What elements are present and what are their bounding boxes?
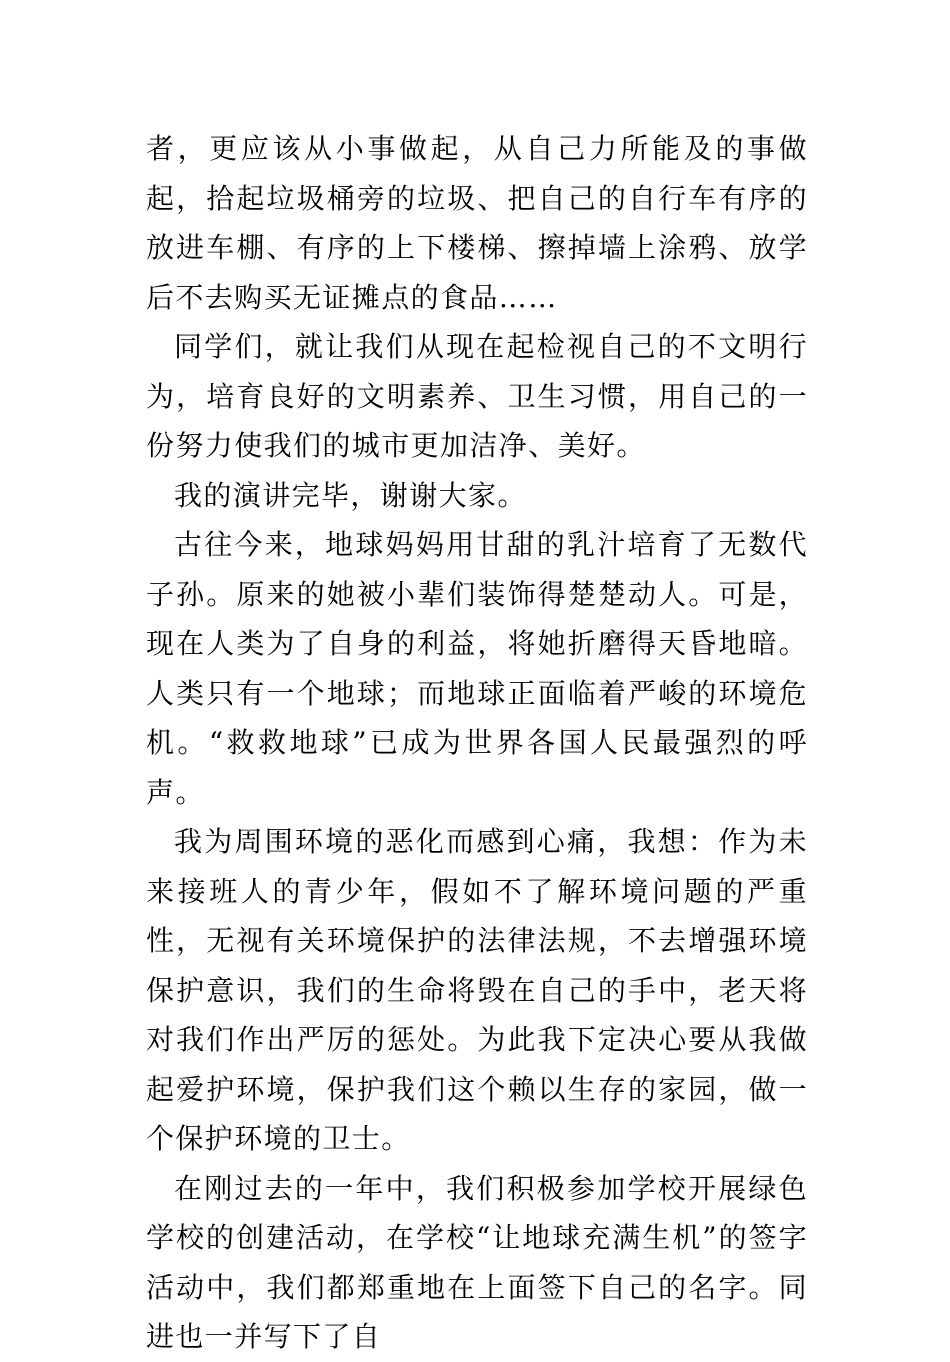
document-body [146, 124, 808, 1362]
paragraph-2: 同学们，就让我们从现在起检视自己的不文明行为，培育良好的文明素养、卫生习惯，用自己的一份努力使我们的城市更加洁净、美好。 [146, 330, 808, 462]
paragraph-6: 在刚过去的一年中，我们积极参加学校开展绿色学校的创建活动，在学校“让地球充满生机”的签字活动中，我们都郑重地在上面签下自己的名字。同进也一并写下了自 [146, 1171, 808, 1353]
paragraph-1: 者，更应该从小事做起，从自己力所能及的事做起，拾起垃圾桶旁的垃圾、把自己的自行车有序的放进车棚、有序的上下楼梯、擦掉墙上涂鸦、放学后不去购买无证摊点的食品…… [146, 132, 808, 314]
paragraph-5: 我为周围环境的恶化而感到心痛，我想：作为未来接班人的青少年，假如不了解环境问题的严重性，无视有关环境保护的法律法规，不去增强环境保护意识，我们的生命将毁在自己的手中，老天将对我们作出严厉的惩处。为此我下定决心要从我做起爱护环境，保护我们这个赖以生存的家园，做一个保护环境的卫士。 [146, 825, 808, 1155]
paragraph-3: 我的演讲完毕，谢谢大家。 [174, 478, 527, 512]
paragraph-4: 古往今来，地球妈妈用甘甜的乳汁培育了无数代子孙。原来的她被小辈们装饰得楚楚动人。可是，现在人类为了自身的利益，将她折磨得天昏地暗。人类只有一个地球；而地球正面临着严峻的环境危机。“救救地球”已成为世界各国人民最强烈的呼声。 [146, 528, 808, 809]
